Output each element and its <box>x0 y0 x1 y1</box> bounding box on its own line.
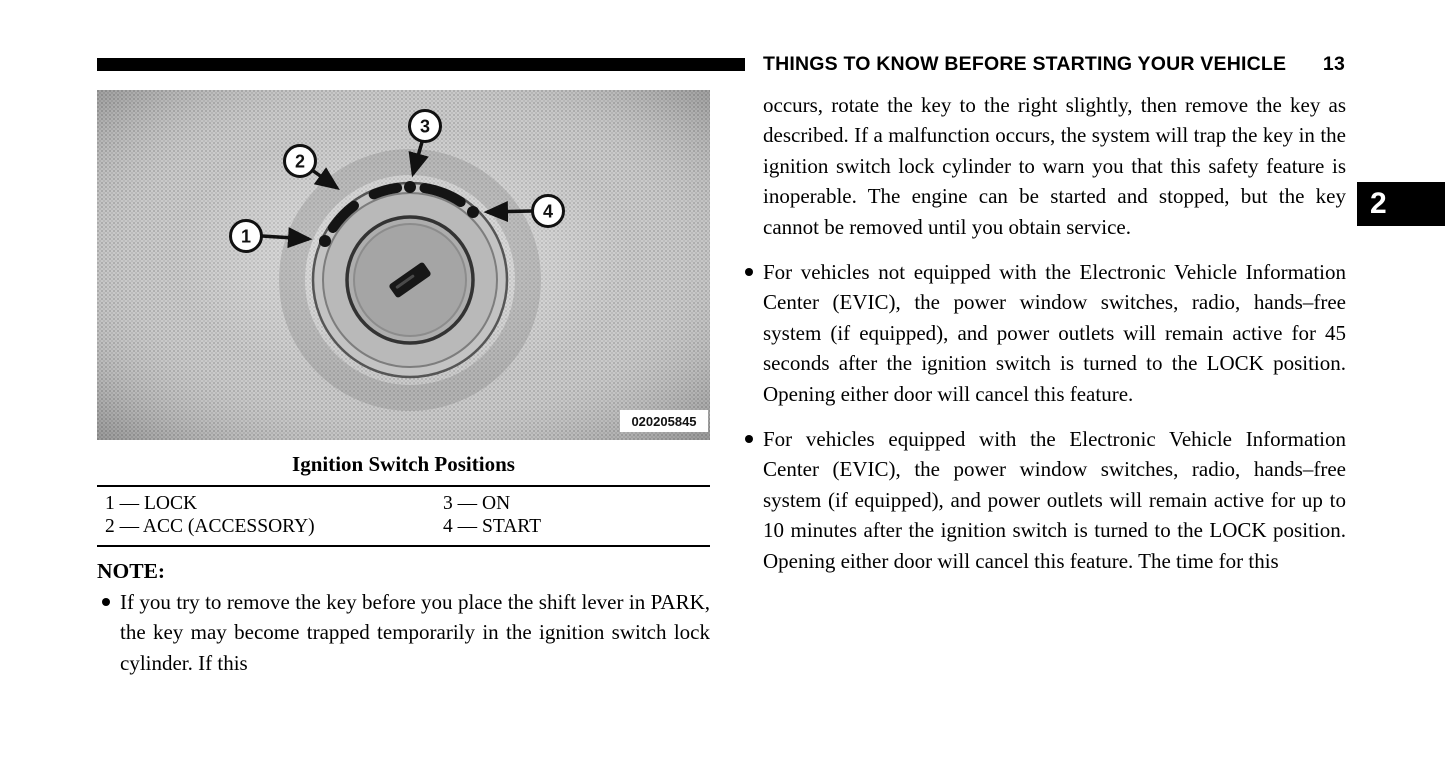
callout-number-3: 3 <box>419 116 431 137</box>
position-mark-dash-2 <box>374 188 397 195</box>
legend-column-right <box>443 492 710 538</box>
bullet-icon <box>97 587 120 678</box>
page-number: 13 <box>1322 53 1345 75</box>
bullet-item-evic-equipped <box>740 424 1346 576</box>
page-header <box>763 53 1345 76</box>
ignition-switch-illustration <box>97 90 710 440</box>
callout-number-1: 1 <box>240 226 252 247</box>
legend-item-acc: 2 — ACC (ACCESSORY) <box>105 516 315 537</box>
callout-balloon-1 <box>231 221 262 252</box>
paragraph-continuation <box>740 90 1346 242</box>
position-dot-lock <box>319 235 331 247</box>
bullet-text-evic-equipped: For vehicles equipped with the Electronic Vehicle Information Center (EVIC), the power window switches, radio, hands–free system (if equipped), and power outlets will remain active for up to 10 minutes after the ignition switch is turned to the LOCK position. Opening either door will cancel this feature. The time for this <box>763 427 1346 573</box>
note-heading: NOTE: <box>97 559 166 583</box>
callout-arrow-4 <box>487 211 532 212</box>
legend-item-on: 3 — ON <box>443 493 511 514</box>
legend-column-left <box>105 492 443 538</box>
figure-image-code <box>620 410 708 432</box>
position-dot-on <box>404 181 416 193</box>
callout-balloon-2 <box>285 146 316 177</box>
paragraph-continuation-text: occurs, rotate the key to the right slightly, then remove the key as described. If a malfunction occurs, the system will trap the key in the ignition switch lock cylinder to warn you that this safety feature is inoperable. The engine can be started and stopped, but the key cannot be removed until you obtain service. <box>763 93 1346 239</box>
legend-item-lock: 1 — LOCK <box>105 493 198 514</box>
legend-item-start: 4 — START <box>443 516 542 537</box>
callout-balloon-3 <box>410 111 441 142</box>
bullet-icon <box>740 257 763 409</box>
left-column <box>97 90 710 678</box>
figure-caption: Ignition Switch Positions <box>292 452 515 476</box>
page-header-title: THINGS TO KNOW BEFORE STARTING YOUR VEHICLE <box>763 53 1287 75</box>
bullet-text-evic-not-equipped: For vehicles not equipped with the Electronic Vehicle Information Center (EVIC), the power window switches, radio, hands–free system (if equipped), and power outlets will remain active for 45 seconds after the ignition switch is turned to the LOCK position. Opening either door will cancel this feature. <box>763 260 1346 406</box>
chapter-tab: 2 <box>1357 182 1445 226</box>
callout-number-4: 4 <box>542 201 554 222</box>
right-column <box>740 90 1346 576</box>
bullet-item-evic-not-equipped <box>740 257 1346 409</box>
callout-balloon-4 <box>533 196 564 227</box>
note-bullet-item <box>97 587 710 678</box>
position-dot-start <box>467 206 479 218</box>
ignition-switch-figure <box>97 90 710 440</box>
figure-legend <box>97 485 710 547</box>
paragraph-gutter <box>740 90 763 242</box>
figure-image-code-text: 020205845 <box>631 414 697 429</box>
bullet-icon <box>740 424 763 576</box>
callout-number-2: 2 <box>294 151 306 172</box>
note-bullet-text: If you try to remove the key before you place the shift lever in PARK, the key may become trapped temporarily in the ignition switch lock cylinder. If this <box>120 590 710 675</box>
header-rule-bar <box>97 58 745 71</box>
